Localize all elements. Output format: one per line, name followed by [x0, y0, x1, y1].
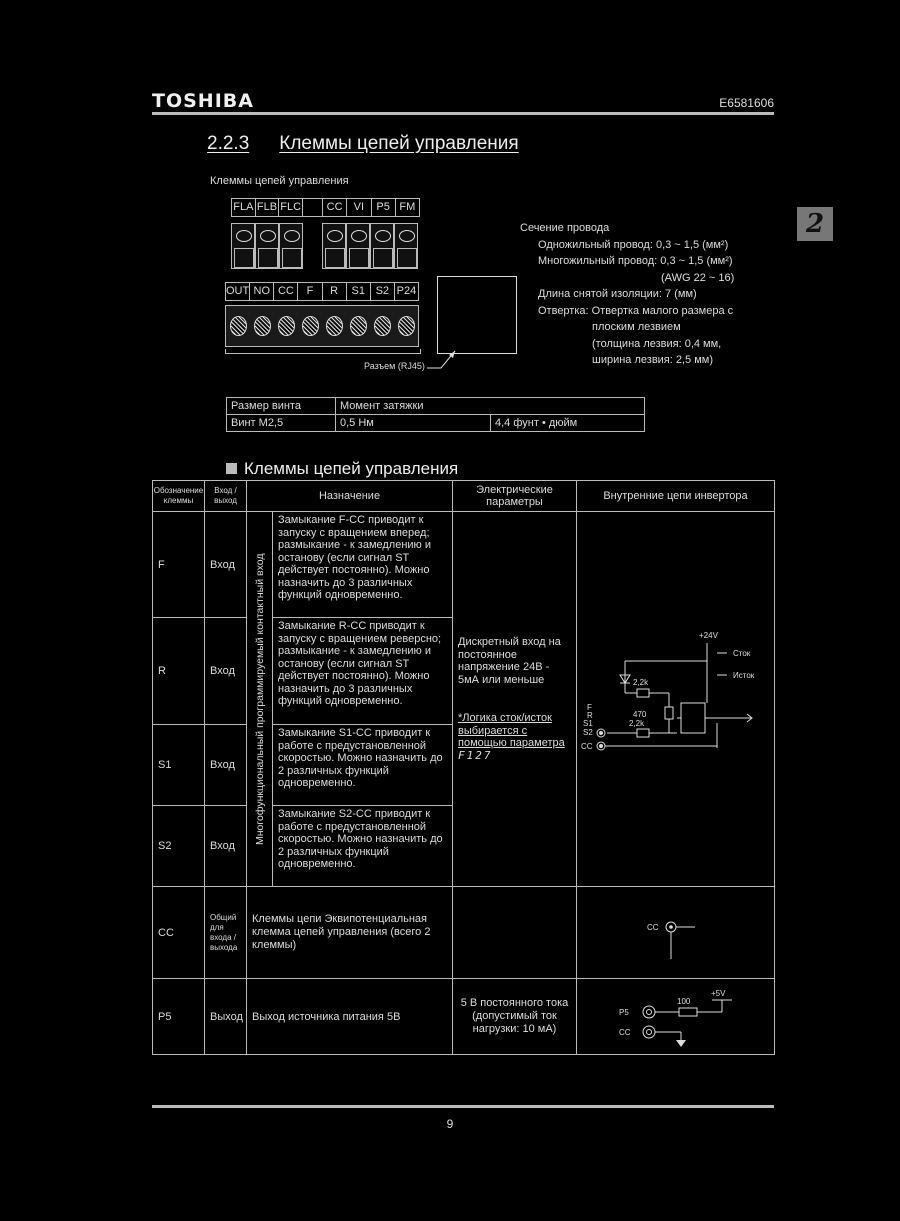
spec-line: (толщина лезвия: 0,4 мм, [592, 337, 722, 350]
rj45-label: Разъем (RJ45) [364, 361, 425, 371]
terminal-io: Выход [205, 979, 247, 1055]
spec-line: Одножильный провод: 0,3 ~ 1,5 (мм²) [538, 238, 729, 251]
circuit-label: 2,2k [633, 677, 649, 687]
spec-line: Сечение провода [520, 222, 610, 234]
col-header-electrical: Электрические параметры [453, 481, 577, 512]
terminals-heading-text: Клеммы цепей управления [244, 459, 459, 478]
terminal-block-logic [225, 282, 421, 354]
spec-line: Многожильный провод: 0,3 ~ 1,5 (мм²) [538, 255, 733, 267]
circuit-label: Исток [733, 670, 755, 680]
screw-icon [326, 316, 343, 336]
spec-line: Отвертка: Отвертка малого размера с [538, 304, 734, 317]
brand-logo: TOSHIBA [152, 90, 254, 112]
input-electrical-text: Дискретный вход на постоянное напряжение 24В - 5мА или меньше [458, 636, 561, 686]
terminal-label: VI [347, 199, 371, 216]
section-title-text: Клеммы цепей управления [279, 133, 519, 154]
spring-terminal [346, 223, 370, 269]
col-header-symbol: Обозначение клеммы [153, 481, 205, 512]
screw-icon [398, 316, 415, 336]
spring-terminal [231, 223, 255, 269]
section-number: 2.2.3 [207, 133, 250, 154]
spec-line: (AWG 22 ~ 16) [661, 271, 735, 284]
col-header-io: Вход / выход [205, 481, 247, 512]
terminal-label: R [323, 283, 347, 300]
header-rule [152, 112, 774, 115]
spec-line: плоским лезвием [592, 321, 681, 333]
terminal-symbol: CC [153, 887, 205, 979]
terminal-io: Вход [205, 618, 247, 725]
terminal-io: Вход [205, 512, 247, 618]
terminal-symbol: R [153, 618, 205, 725]
spring-terminal [322, 223, 346, 269]
spec-line: Длина снятой изоляции: 7 (мм) [538, 288, 697, 300]
terminal-label: FLA [232, 199, 256, 216]
rj45-connector [437, 276, 517, 354]
control-terminals-table [152, 480, 775, 1055]
terminal-description: Замыкание R-CC приводит к запуску с вращением реверсно; размыкание - к замедлению и останову (если сигнал ST действует постоянно). Можно назначить до 3 различных функций одновременно. [273, 618, 453, 725]
terminal-io: Вход [205, 806, 247, 887]
terminal-label: FLB [256, 199, 280, 216]
circuit-label: +24V [699, 630, 718, 640]
terminal-symbol: S2 [153, 806, 205, 887]
terminal-symbol: S1 [153, 725, 205, 806]
terminal-description: Клеммы цепи Эквипотенциальная клемма цепей управления (всего 2 клеммы) [247, 887, 453, 979]
col-header-purpose: Назначение [247, 481, 453, 512]
parameter-code: F127 [458, 748, 493, 762]
terminal-label: F [298, 283, 322, 300]
screw-icon [230, 316, 247, 336]
page-number: 9 [446, 1117, 454, 1131]
table-header: Размер винта [227, 398, 336, 415]
terminal-label: NO [250, 283, 274, 300]
circuit-label: CC [619, 1028, 631, 1037]
terminal-label: P24 [396, 285, 417, 297]
circuit-label: P5 [619, 1008, 629, 1017]
terminal-label: S2 [371, 283, 395, 300]
terminal-io: Общий для входа / выхода [205, 887, 247, 979]
terminal-symbol: F [153, 512, 205, 618]
cc-electrical-empty [453, 887, 577, 979]
circuit-label: 470 [633, 709, 647, 719]
circuit-label: 2,2k [629, 718, 645, 728]
spring-terminal [370, 223, 394, 269]
terminal-symbol: P5 [153, 979, 205, 1055]
terminal-block-relay [231, 198, 303, 269]
input-circuit-diagram [577, 623, 773, 773]
figure-caption: Клеммы цепей управления [210, 175, 349, 187]
terminal-base [225, 349, 421, 354]
screw-icon [302, 316, 319, 336]
terminal-description: Замыкание S2-CC приводит к работе с предустановленной скоростью. Можно назначить до 2 различных функций одновременно. [273, 806, 453, 887]
circuit-label: F [587, 702, 592, 712]
circuit-label: S1 [583, 718, 593, 728]
footer-rule [152, 1105, 774, 1108]
terminal-description: Замыкание F-CC приводит к запуску с вращением вперед; размыкание - к замедлению и останову (если сигнал ST действует постоянно). Можно назначить до 3 различных функций одновременно. [273, 512, 453, 618]
spring-terminal [255, 223, 279, 269]
table-header: Момент затяжки [336, 398, 645, 415]
rj45-arrow-icon [425, 347, 460, 372]
spring-terminal [394, 223, 418, 269]
circuit-label: Сток [733, 648, 751, 658]
terminal-description: Замыкание S1-CC приводит к работе с предустановленной скоростью. Можно назначить до 2 различных функций одновременно. [273, 725, 453, 806]
document-number: E6581606 [719, 96, 774, 110]
circuit-label: CC [581, 741, 593, 751]
terminal-description: Выход источника питания 5В [247, 979, 453, 1055]
spring-terminal [279, 223, 303, 269]
spec-line: ширина лезвия: 2,5 мм) [592, 354, 714, 366]
terminal-label: FLC [280, 201, 302, 213]
terminal-label: CC [274, 283, 298, 300]
terminals-heading [226, 459, 458, 479]
multifunction-input-label: Многофункциональный программируемый контактный вход [247, 512, 273, 887]
terminal-label: CC [323, 199, 347, 216]
terminal-block-analog [322, 198, 420, 269]
screw-terminal-strip [225, 305, 419, 347]
screw-icon [278, 316, 295, 336]
circuit-label: CC [647, 923, 659, 932]
input-circuit-cell [577, 512, 775, 887]
terminal-label: FM [399, 201, 416, 213]
wire-spec [520, 220, 734, 369]
circuit-label: S2 [583, 727, 593, 737]
table-cell: Винт M2,5 [227, 415, 336, 432]
screw-torque-table [226, 397, 645, 432]
table-cell: 4,4 фунт • дюйм [491, 415, 645, 432]
p5-circuit-diagram [577, 980, 773, 1050]
p5-circuit-cell [577, 979, 775, 1055]
circuit-label: +5V [711, 989, 726, 998]
terminal-electrical: 5 В постоянного тока (допустимый ток нагрузки: 10 мА) [453, 979, 577, 1055]
chapter-tab: 2 [797, 207, 833, 241]
terminal-label: S1 [347, 283, 371, 300]
logic-note: *Логика сток/исток выбирается с помощью параметра [458, 712, 565, 749]
terminal-label: P5 [372, 199, 396, 216]
screw-icon [374, 316, 391, 336]
table-cell: 0,5 Нм [336, 415, 491, 432]
cc-circuit-cell [577, 887, 775, 979]
circuit-label: 100 [677, 997, 691, 1006]
square-bullet-icon [226, 463, 237, 474]
terminal-label-blank [301, 198, 323, 217]
terminal-label: OUT [226, 283, 250, 300]
col-header-internal: Внутренние цепи инвертора [577, 481, 775, 512]
input-electrical-params [453, 512, 577, 887]
screw-icon [254, 316, 271, 336]
terminal-io: Вход [205, 725, 247, 806]
cc-circuit-diagram [577, 891, 773, 971]
section-title [207, 133, 519, 155]
circuit-label: R [587, 710, 593, 720]
screw-icon [350, 316, 367, 336]
